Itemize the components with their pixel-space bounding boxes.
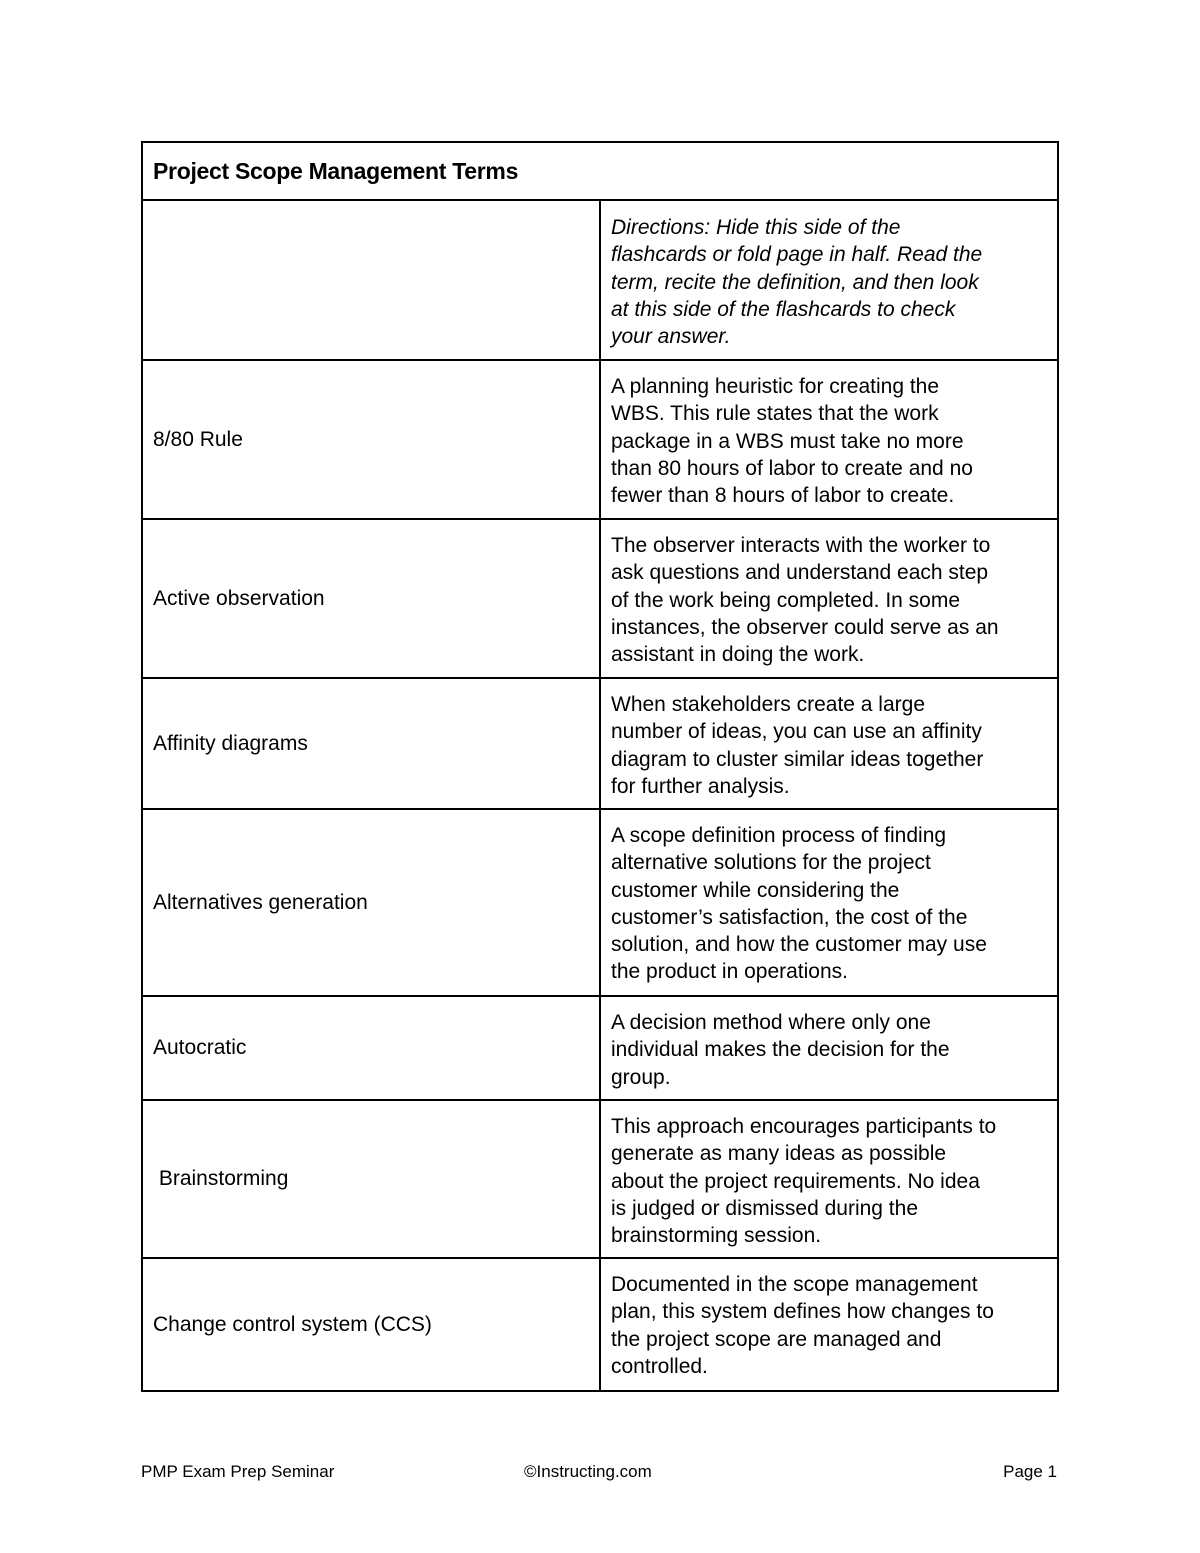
footer-page-number: Page 1 bbox=[1003, 1462, 1057, 1481]
table-row bbox=[143, 679, 1057, 810]
term-cell: 8/80 Rule bbox=[143, 361, 601, 518]
term-cell: Autocratic bbox=[143, 997, 601, 1099]
directions-text: Directions: Hide this side of the flashcards or fold page in half. Read the term, recite the definition, and then look at this side of the flashcards to check your answer. bbox=[611, 216, 983, 349]
flashcard-table bbox=[141, 141, 1059, 1392]
page-title: Project Scope Management Terms bbox=[153, 157, 519, 184]
footer-seminar-name: PMP Exam Prep Seminar bbox=[141, 1462, 335, 1481]
definition-cell: The observer interacts with the worker to ask questions and understand each step of the work being completed. In some instances, the observer could serve as an assistant in doing the work. bbox=[611, 534, 999, 667]
table-row bbox=[143, 810, 1057, 997]
footer-copyright: ©Instructing.com bbox=[524, 1462, 652, 1481]
directions-row bbox=[143, 201, 1057, 361]
definition-cell: When stakeholders create a large number of ideas, you can use an affinity diagram to cluster similar ideas together for further analysis. bbox=[611, 693, 984, 798]
page-footer bbox=[141, 1462, 1059, 1486]
definition-cell: A scope definition process of finding alternative solutions for the project customer while considering the customer’s satisfaction, the cost of the solution, and how the customer may use the product in operations. bbox=[611, 824, 987, 984]
definition-cell: This approach encourages participants to generate as many ideas as possible about the project requirements. No idea is judged or dismissed during the brainstorming session. bbox=[611, 1115, 997, 1248]
table-row bbox=[143, 361, 1057, 520]
definition-cell: Documented in the scope management plan, this system defines how changes to the project scope are managed and controlled. bbox=[611, 1273, 994, 1378]
definition-cell: A decision method where only one individual makes the decision for the group. bbox=[611, 1011, 950, 1089]
table-row bbox=[143, 997, 1057, 1101]
table-title-row bbox=[143, 143, 1057, 201]
term-cell: Brainstorming bbox=[143, 1101, 601, 1257]
table-row bbox=[143, 1101, 1057, 1259]
term-cell: Affinity diagrams bbox=[143, 679, 601, 808]
term-cell: Active observation bbox=[143, 520, 601, 677]
definition-cell: A planning heuristic for creating the WBS. This rule states that the work package in a WBS must take no more than 80 hours of labor to create and no fewer than 8 hours of labor to create. bbox=[611, 375, 973, 508]
term-cell: Change control system (CCS) bbox=[143, 1259, 601, 1390]
term-cell-empty bbox=[143, 201, 601, 359]
term-cell: Alternatives generation bbox=[143, 810, 601, 995]
table-row bbox=[143, 1259, 1057, 1390]
table-row bbox=[143, 520, 1057, 679]
